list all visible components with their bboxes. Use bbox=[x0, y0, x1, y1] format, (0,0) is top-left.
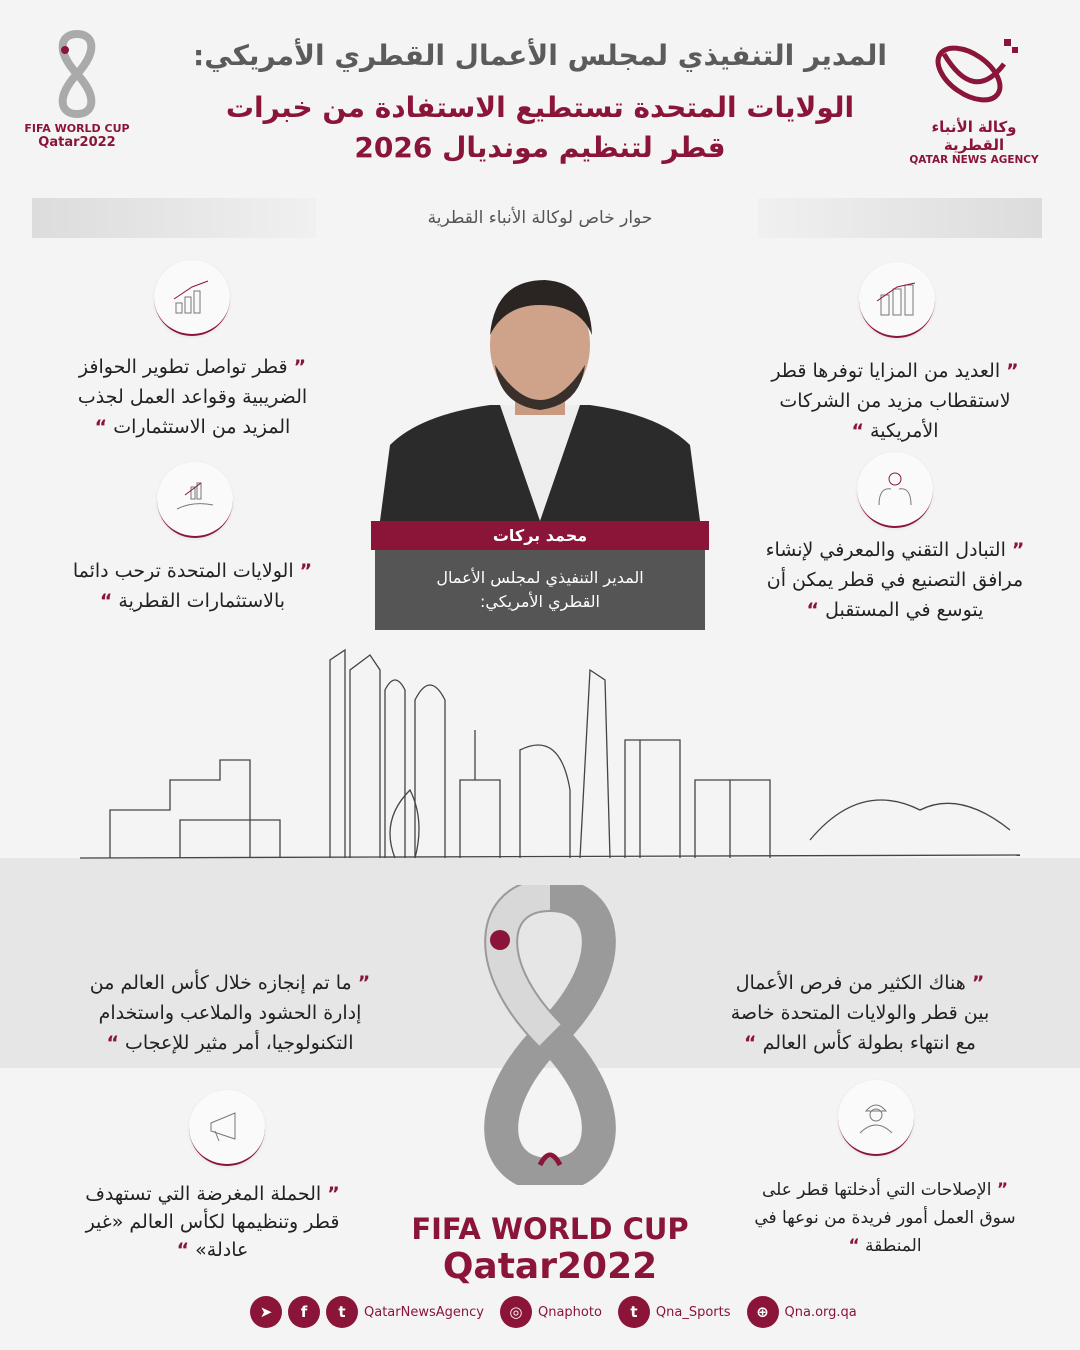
knowledge-exchange-icon bbox=[857, 452, 933, 528]
person-photo bbox=[380, 275, 700, 521]
twitter-icon[interactable]: t bbox=[326, 1296, 358, 1328]
person-role bbox=[375, 550, 705, 630]
open-quote-mark: ” bbox=[299, 560, 313, 582]
open-quote-mark: ” bbox=[971, 972, 985, 994]
quote-8 bbox=[30, 1180, 395, 1264]
website-link[interactable]: Qna.org.qa bbox=[784, 1304, 857, 1320]
quote-line: هناك الكثير من فرص الأعمال bbox=[735, 972, 966, 994]
quote-1 bbox=[730, 356, 1060, 446]
world-cup-emblem-icon bbox=[55, 30, 99, 118]
open-quote-mark: ” bbox=[1011, 539, 1025, 561]
role-line-1: المدير التنفيذي لمجلس الأعمال bbox=[436, 568, 644, 587]
quote-line: ما تم إنجازه خلال كأس العالم من bbox=[89, 972, 352, 994]
close-quote-mark: “ bbox=[851, 420, 864, 442]
close-quote-mark: “ bbox=[176, 1239, 190, 1261]
qna-logo bbox=[904, 34, 1044, 166]
quote-line: الحملة المغرضة التي تستهدف bbox=[85, 1183, 322, 1205]
handle-qnaphoto[interactable]: Qnaphoto bbox=[537, 1304, 602, 1320]
quote-line: لاستقطاب مزيد من الشركات bbox=[779, 390, 1011, 412]
quote-line: الأمريكية bbox=[870, 420, 939, 442]
quote-5 bbox=[650, 968, 1070, 1058]
quote-line: المنطقة bbox=[865, 1236, 922, 1256]
close-quote-mark: “ bbox=[94, 416, 108, 438]
divider-right bbox=[758, 198, 1042, 238]
quote-3 bbox=[715, 535, 1075, 625]
quote-line: العديد من المزايا توفرها قطر bbox=[771, 360, 1001, 382]
wc-line-1: FIFA WORLD CUP bbox=[24, 122, 130, 135]
quote-4 bbox=[20, 556, 365, 616]
headline-line-1: الولايات المتحدة تستطيع الاستفادة من خبرات bbox=[225, 91, 855, 124]
quote-line: المزيد من الاستثمارات bbox=[113, 416, 291, 438]
handle-qatarnewsagency[interactable]: QatarNewsAgency bbox=[364, 1304, 484, 1320]
subtitle: حوار خاص لوكالة الأنباء القطرية bbox=[427, 208, 653, 228]
quote-line: بالاستثمارات القطرية bbox=[118, 590, 286, 612]
quote-line: إدارة الحشود والملاعب واستخدام bbox=[98, 1002, 362, 1024]
growth-chart-icon bbox=[154, 260, 230, 336]
close-quote-mark: “ bbox=[848, 1236, 860, 1256]
wordmark-line-1: FIFA WORLD CUP bbox=[411, 1212, 689, 1246]
doha-skyline-illustration bbox=[80, 640, 1020, 865]
wc-line-2: Qatar2022 bbox=[38, 135, 116, 150]
twitter-icon[interactable]: t bbox=[618, 1296, 650, 1328]
telegram-icon[interactable]: ➤ bbox=[250, 1296, 282, 1328]
quote-line: الضريبية وقواعد العمل لجذب bbox=[77, 386, 308, 408]
instagram-icon[interactable]: ◎ bbox=[500, 1296, 532, 1328]
handle-qna-sports[interactable]: Qna_Sports bbox=[655, 1304, 731, 1320]
role-line-2: القطري الأمريكي: bbox=[480, 592, 600, 611]
social-footer bbox=[250, 1296, 857, 1328]
quote-line: مرافق التصنيع في قطر يمكن أن bbox=[766, 569, 1024, 591]
globe-icon[interactable]: ⊕ bbox=[747, 1296, 779, 1328]
world-cup-logo bbox=[22, 30, 132, 150]
qna-name-ar: وكالة الأنباء القطرية bbox=[931, 118, 1017, 154]
quote-line: التكنولوجيا، أمر مثير للإعجاب bbox=[125, 1032, 354, 1054]
open-quote-mark: ” bbox=[327, 1183, 340, 1205]
headline-line-2: قطر لتنظيم مونديال 2026 bbox=[354, 131, 726, 164]
world-cup-central-emblem-icon bbox=[470, 885, 630, 1185]
quote-6 bbox=[20, 968, 440, 1058]
facebook-icon[interactable]: f bbox=[288, 1296, 320, 1328]
open-quote-mark: ” bbox=[293, 356, 307, 378]
qna-emblem-icon bbox=[924, 34, 1024, 114]
wordmark-line-2: Qatar2022 bbox=[442, 1246, 658, 1287]
open-quote-mark: ” bbox=[357, 972, 371, 994]
quote-line: قطر وتنظيمها لكأس العالم «غير bbox=[85, 1211, 340, 1233]
quote-line: التبادل التقني والمعرفي لإنشاء bbox=[765, 539, 1006, 561]
quote-line: بين قطر والولايات المتحدة خاصة bbox=[730, 1002, 990, 1024]
open-quote-mark: ” bbox=[1006, 360, 1019, 382]
open-quote-mark: ” bbox=[996, 1180, 1009, 1200]
worker-icon bbox=[838, 1080, 914, 1156]
divider-left bbox=[32, 198, 316, 238]
quote-line: سوق العمل أمور فريدة من نوعها في bbox=[754, 1208, 1016, 1228]
investment-hand-icon bbox=[157, 462, 233, 538]
quote-2 bbox=[20, 352, 365, 442]
quote-line: عادلة» bbox=[195, 1239, 249, 1261]
close-quote-mark: “ bbox=[806, 599, 820, 621]
quote-line: الولايات المتحدة ترحب دائما bbox=[72, 560, 294, 582]
quote-line: مع انتهاء بطولة كأس العالم bbox=[762, 1032, 976, 1054]
quote-7 bbox=[700, 1176, 1070, 1260]
title-line-1: المدير التنفيذي لمجلس الأعمال القطري الأمريكي: bbox=[193, 39, 887, 72]
quote-line: يتوسع في المستقبل bbox=[825, 599, 984, 621]
city-growth-icon bbox=[859, 262, 935, 338]
close-quote-mark: “ bbox=[744, 1032, 757, 1054]
person-name: محمد بركات bbox=[371, 521, 709, 550]
qna-name-en: QATAR NEWS AGENCY bbox=[909, 154, 1039, 166]
quote-line: قطر تواصل تطوير الحوافز bbox=[78, 356, 288, 378]
megaphone-icon bbox=[189, 1090, 265, 1166]
close-quote-mark: “ bbox=[99, 590, 113, 612]
close-quote-mark: “ bbox=[106, 1032, 119, 1054]
world-cup-wordmark bbox=[400, 1212, 700, 1288]
quote-line: الإصلاحات التي أدخلتها قطر على bbox=[761, 1180, 992, 1200]
